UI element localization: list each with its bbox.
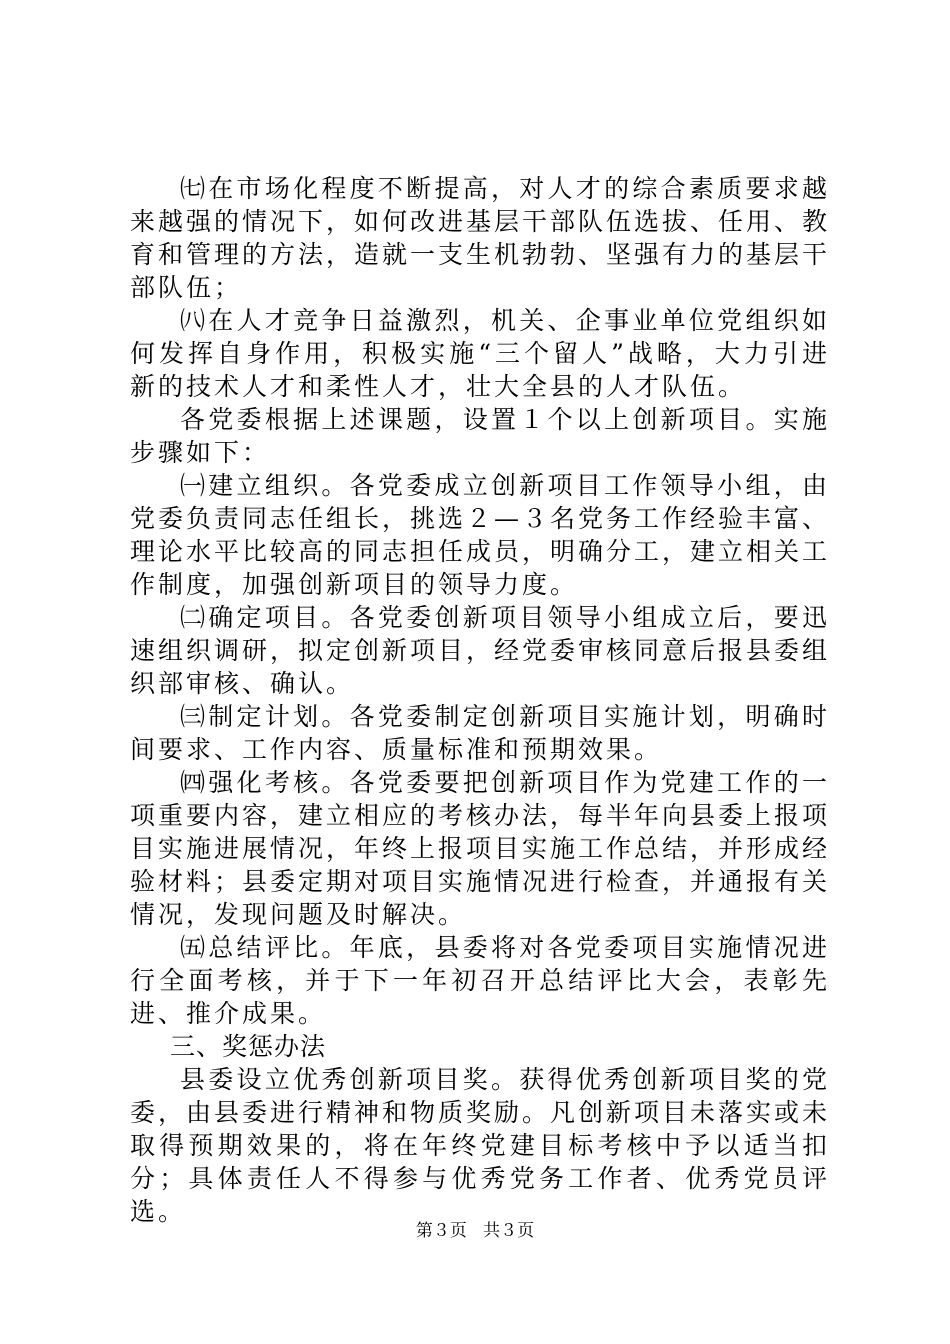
page-number: 第３页 bbox=[415, 1221, 467, 1241]
paragraph-rewards: 县委设立优秀创新项目奖。获得优秀创新项目奖的党委，由县委进行精神和物质奖励。凡创新项目未落实或未取得预期效果的，将在年终党建目标考核中予以适当扣分；具体责任人不得参与优秀党务工作者、优秀党员评选。 bbox=[130, 1065, 831, 1226]
page-total: 共３页 bbox=[483, 1221, 535, 1241]
paragraph-step-2: ㈡确定项目。各党委创新项目领导小组成立后，要迅速组织调研，拟定创新项目，经党委审核同意后报县委组织部审核、确认。 bbox=[130, 603, 831, 698]
paragraph-step-3: ㈢制定计划。各党委制定创新项目实施计划，明确时间要求、工作内容、质量标准和预期效果。 bbox=[130, 702, 830, 764]
paragraph-item-8: ㈧在人才竞争日益激烈，机关、企事业单位党组织如何发挥自身作用，积极实施“三个留人”战略，大力引进新的技术人才和柔性人才，壮大全县的人才队伍。 bbox=[130, 306, 830, 401]
paragraph-item-7: ㈦在市场化程度不断提高，对人才的综合素质要求越来越强的情况下，如何改进基层干部队伍选拔、任用、教育和管理的方法，造就一支生机勃勃、坚强有力的基层干部队伍； bbox=[130, 174, 831, 302]
paragraph-steps-intro: 各党委根据上述课题，设置１个以上创新项目。实施步骤如下： bbox=[130, 405, 830, 467]
document-body bbox=[130, 172, 830, 1228]
paragraph-step-4: ㈣强化考核。各党委要把创新项目作为党建工作的一项重要内容，建立相应的考核办法，每半年向县委上报项目实施进展情况，年终上报项目实施工作总结，并形成经验材料；县委定期对项目实施情况进行检查，并通报有关情况，发现问题及时解决。 bbox=[130, 768, 831, 929]
page-footer bbox=[0, 1216, 950, 1241]
paragraph-step-1: ㈠建立组织。各党委成立创新项目工作领导小组，由党委负责同志任组长，挑选２—３名党务工作经验丰富、理论水平比较高的同志担任成员，明确分工，建立相关工作制度，加强创新项目的领导力度。 bbox=[130, 471, 831, 599]
section-heading: 三、奖惩办法 bbox=[170, 1032, 327, 1061]
paragraph-step-5: ㈤总结评比。年底，县委将对各党委项目实施情况进行全面考核，并于下一年初召开总结评比大会，表彰先进、推介成果。 bbox=[130, 933, 830, 1028]
